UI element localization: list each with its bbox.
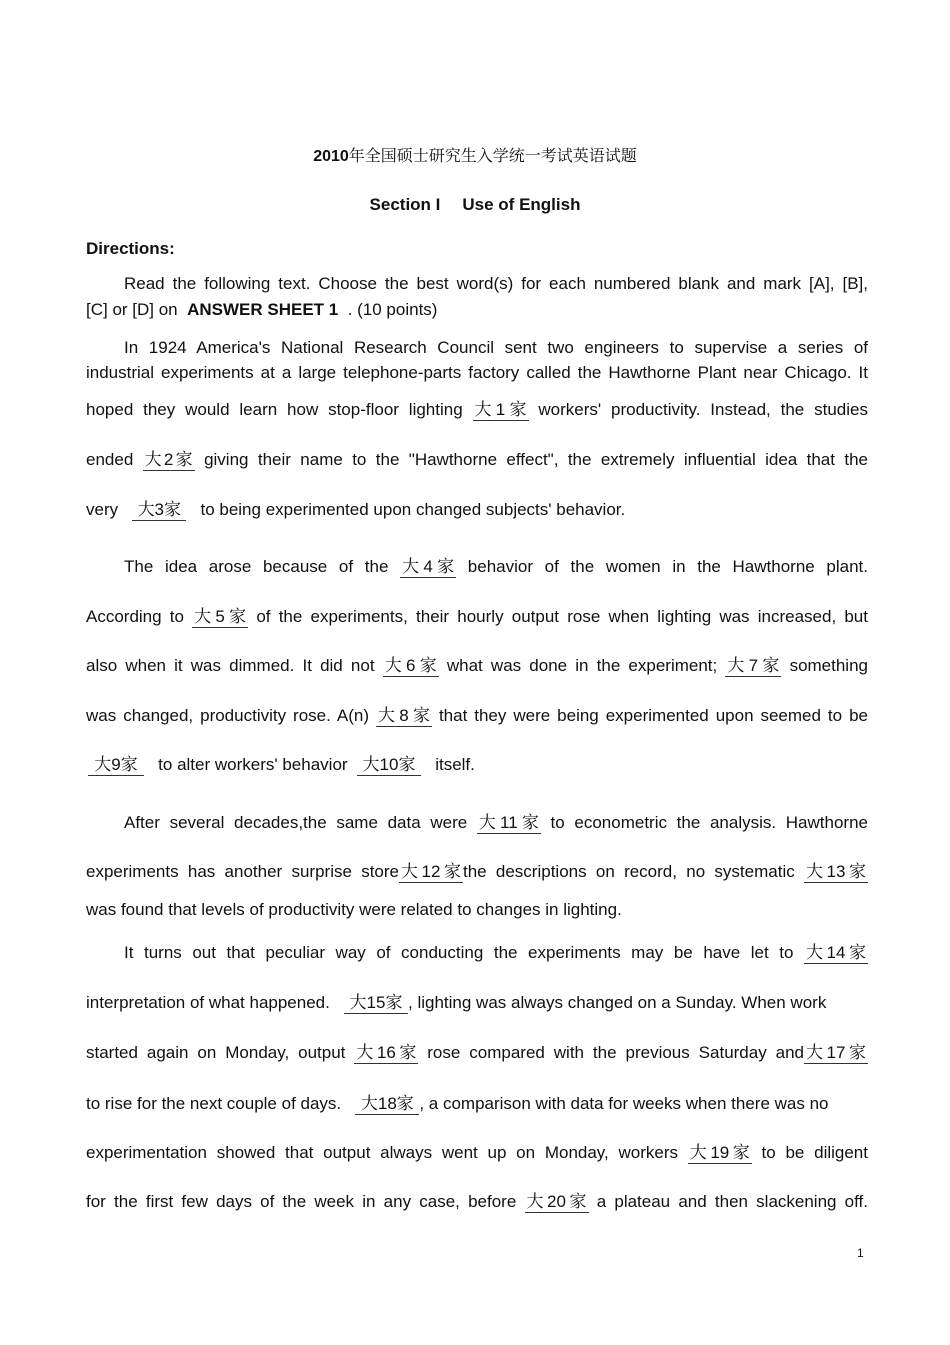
blank-3[interactable]: 大3家	[132, 500, 186, 521]
blank-13[interactable]: 大13家	[806, 862, 866, 881]
blank-2[interactable]: 大2家	[144, 450, 193, 469]
answer-sheet-label: ANSWER SHEET 1	[187, 300, 339, 319]
page-number: 1	[857, 1246, 864, 1260]
directions-line-2: [C] or [D] on ANSWER SHEET 1 . (10 points)	[86, 300, 438, 319]
p1-line-1: In 1924 America's National Research Council sent two engineers to supervise a series of	[124, 338, 868, 357]
p3-line-2: experiments has another surprise store 大12家 the descriptions on record, no systematic 大13家	[86, 862, 866, 881]
blank-9[interactable]: 大9家	[88, 755, 144, 776]
section-number: Section I	[369, 195, 441, 214]
p1-line-4: ended 大2家 giving their name to the "Hawthorne effect", the extremely influential idea that the	[86, 450, 868, 469]
p4-line-3: started again on Monday, output 大16家 rose compared with the previous Saturday and 大17家	[86, 1043, 867, 1062]
blank-18[interactable]: 大18家	[355, 1094, 419, 1115]
p2-line-2: According to 大5家 of the experiments, their hourly output rose when lighting was increased, but	[86, 607, 868, 626]
blank-14[interactable]: 大14家	[806, 943, 866, 962]
p4-line-6: for the first few days of the week in any case, before 大20家 a plateau and then slackening off.	[86, 1192, 868, 1211]
directions-label: Directions:	[86, 239, 175, 258]
blank-11[interactable]: 大11家	[478, 813, 539, 832]
p3-line-1: After several decades,the same data were 大11家 to econometric the analysis. Hawthorne	[124, 813, 868, 832]
p4-line-4: to rise for the next couple of days. 大18家 , a comparison with data for weeks when there was no	[86, 1094, 829, 1113]
p1-line-3: hoped they would learn how stop-floor lighting 大1家 workers' productivity. Instead, the studies	[86, 400, 868, 419]
p2-line-5: 大9家 to alter workers' behavior 大10家 itself.	[88, 754, 870, 776]
p4-line-5: experimentation showed that output always went up on Monday, workers 大19家 to be diligent	[86, 1143, 868, 1162]
p4-line-2: interpretation of what happened. 大15家 , lighting was always changed on a Sunday. When work	[86, 993, 827, 1012]
section-heading	[0, 195, 950, 215]
p1-line-5: very 大3家 to being experimented upon changed subjects' behavior.	[86, 500, 626, 519]
p3-line-3: was found that levels of productivity were related to changes in lighting.	[86, 900, 622, 919]
blank-6[interactable]: 大6家	[384, 656, 437, 675]
p4-line-1: It turns out that peculiar way of conducting the experiments may be have let to 大14家	[124, 943, 866, 962]
title-year: 2010	[313, 148, 349, 165]
blank-20[interactable]: 大20家	[526, 1192, 587, 1211]
page-title	[0, 143, 950, 166]
p2-line-4: was changed, productivity rose. A(n) 大8家 that they were being experimented upon seemed to be	[86, 706, 868, 725]
blank-12[interactable]: 大12家	[401, 862, 461, 881]
blank-4[interactable]: 大4家	[402, 557, 455, 576]
p2-line-1: The idea arose because of the 大4家 behavior of the women in the Hawthorne plant.	[124, 557, 868, 576]
blank-15[interactable]: 大15家	[344, 993, 408, 1014]
blank-7[interactable]: 大7家	[727, 656, 780, 675]
title-text: 年全国硕士研究生入学统一考试英语试题	[348, 148, 637, 165]
p1-line-2: industrial experiments at a large telephone-parts factory called the Hawthorne Plant near Chicago. It	[86, 363, 868, 382]
blank-1[interactable]: 大1家	[474, 400, 527, 419]
blank-19[interactable]: 大19家	[689, 1143, 750, 1162]
blank-17[interactable]: 大17家	[806, 1043, 867, 1062]
blank-16[interactable]: 大16家	[356, 1043, 417, 1062]
blank-5[interactable]: 大5家	[194, 607, 247, 626]
section-name: Use of English	[462, 195, 581, 214]
directions-line-1: Read the following text. Choose the best word(s) for each numbered blank and mark [A], [B],	[124, 274, 868, 293]
blank-8[interactable]: 大8家	[377, 706, 430, 725]
blank-10[interactable]: 大10家	[357, 755, 421, 776]
p2-line-3: also when it was dimmed. It did not 大6家 what was done in the experiment; 大7家 something	[86, 656, 868, 675]
